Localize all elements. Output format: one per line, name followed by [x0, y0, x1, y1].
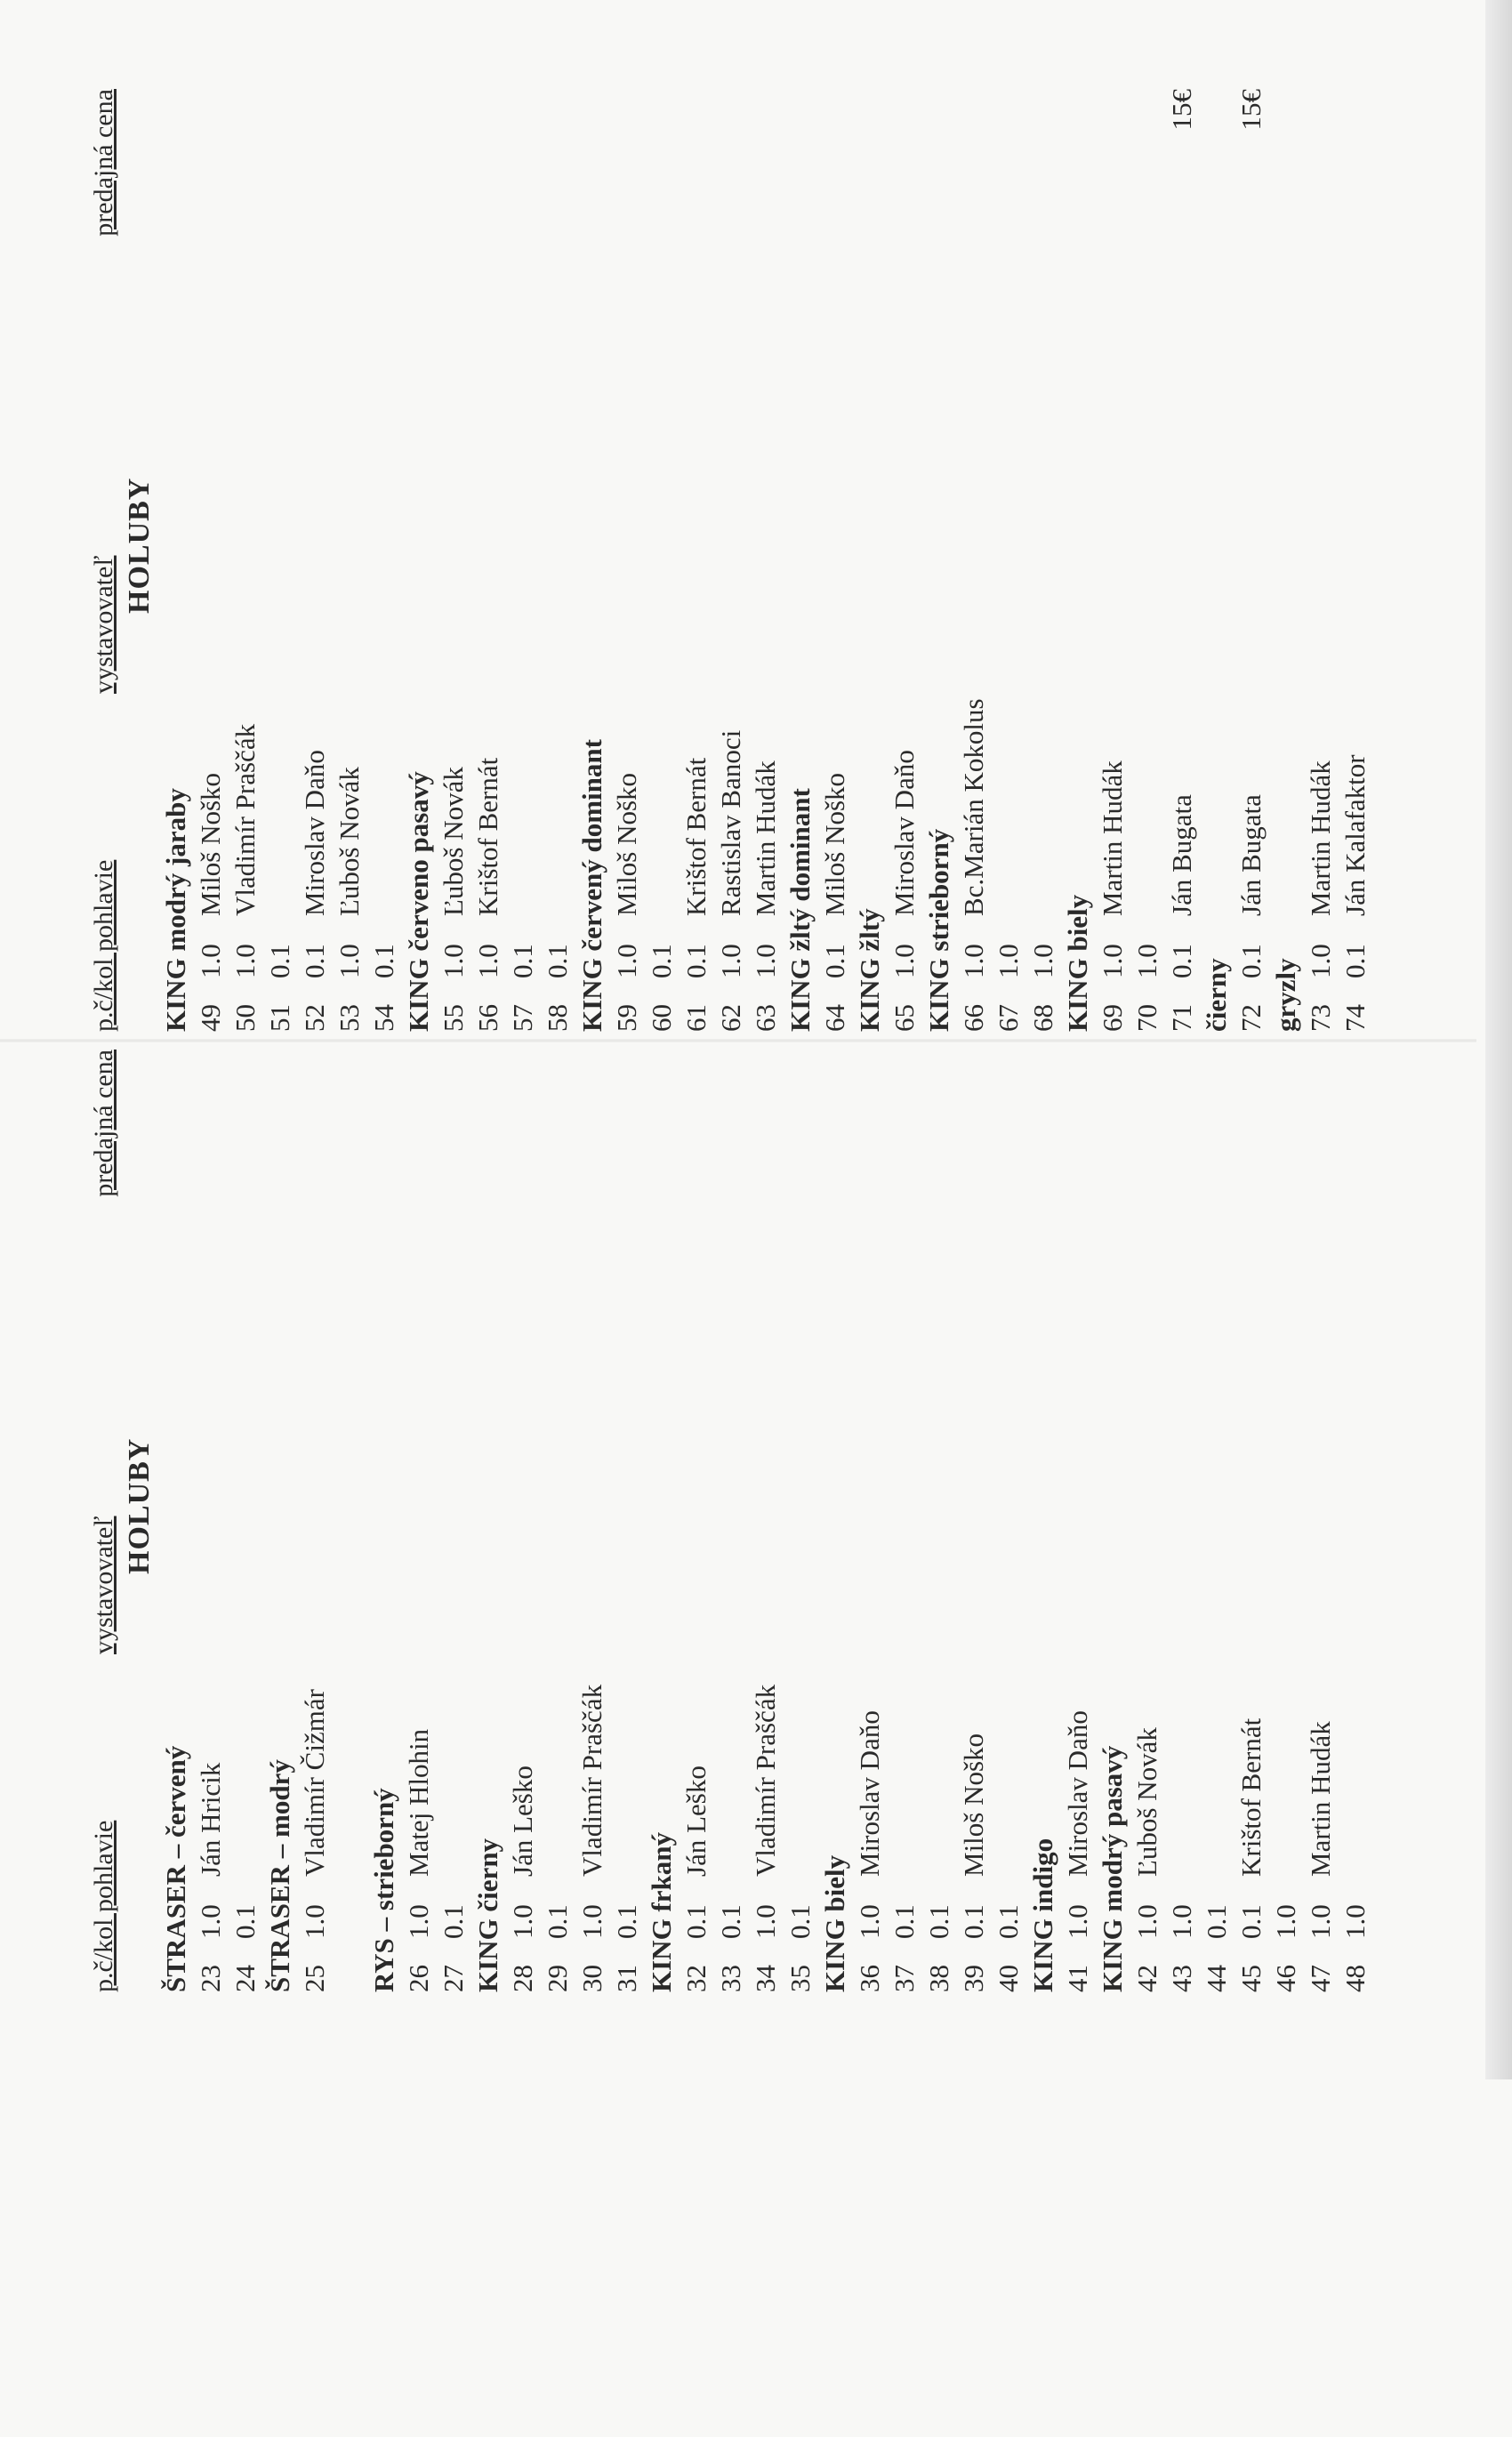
breed-group-title: KING indigo — [1027, 1838, 1058, 1992]
entry-sex: 0.1 — [715, 1904, 746, 1939]
header-exhibitor: vystavovateľ — [89, 1516, 118, 1654]
group-heading-row — [1095, 1050, 1130, 1992]
entry-sex: 1.0 — [889, 944, 920, 978]
header-exhibitor: vystavovateľ — [89, 555, 118, 694]
entry-sex: 0.1 — [611, 1904, 642, 1939]
entry-row — [852, 1050, 887, 1992]
header-number-sex: p.č/kol pohlavie — [89, 1820, 118, 1992]
entry-row — [401, 1050, 436, 1992]
entry-sex: 1.0 — [229, 944, 261, 978]
entry-exhibitor: Bc.Marián Kokolus — [958, 698, 989, 916]
entry-row — [609, 1050, 644, 1992]
entry-row — [1060, 1050, 1095, 1992]
entry-number: 60 — [646, 1004, 677, 1032]
entry-number: 49 — [195, 1004, 226, 1032]
breed-group-title: KING modrý jaraby — [160, 788, 191, 1032]
entry-row — [1164, 89, 1199, 1032]
entry-row — [887, 1050, 921, 1992]
entry-sex: 1.0 — [1062, 1904, 1093, 1939]
entry-row — [575, 1050, 609, 1992]
entry-row — [679, 89, 713, 1032]
entry-exhibitor: Martin Hudák — [1305, 760, 1336, 916]
breed-group-title: KING biely — [1062, 894, 1093, 1032]
entry-row — [1025, 89, 1060, 1032]
entry-number: 33 — [715, 1965, 746, 1992]
section-title: HOLUBY — [123, 477, 156, 614]
entry-row — [679, 1050, 713, 1992]
entry-row — [1303, 1050, 1338, 1992]
entry-sex: 0.1 — [993, 1904, 1024, 1939]
entry-exhibitor: Ľuboš Novák — [1131, 1727, 1162, 1877]
entry-number: 51 — [264, 1004, 295, 1032]
entry-price: 15€ — [1166, 89, 1197, 131]
entry-row — [817, 89, 852, 1032]
entry-number: 71 — [1166, 1004, 1197, 1032]
entry-row — [297, 1050, 332, 1992]
entry-number: 32 — [680, 1965, 712, 1992]
entry-number: 39 — [958, 1965, 989, 1992]
entry-sex: 1.0 — [576, 1904, 607, 1939]
entry-number: 55 — [438, 1004, 469, 1032]
entry-sex: 0.1 — [819, 944, 850, 978]
entry-number: 66 — [958, 1004, 989, 1032]
entry-row — [1338, 89, 1372, 1032]
entry-number: 58 — [542, 1004, 573, 1032]
entry-sex: 1.0 — [750, 1904, 781, 1939]
entry-number: 31 — [611, 1965, 642, 1992]
entry-number: 43 — [1166, 1965, 1197, 1992]
entry-sex: 1.0 — [195, 1904, 226, 1939]
entry-exhibitor: Martin Hudák — [1305, 1721, 1336, 1877]
entry-sex: 0.1 — [680, 1904, 712, 1939]
entry-row — [748, 1050, 783, 1992]
breed-group-title: RYS – strieborný — [368, 1788, 399, 1992]
entry-sex: 1.0 — [993, 944, 1024, 978]
entry-sex: 1.0 — [1305, 944, 1336, 978]
breed-group-title: KING červený dominant — [576, 739, 607, 1032]
entry-row — [783, 1050, 817, 1992]
entry-row — [193, 1050, 228, 1992]
entry-exhibitor: Vladimír Praščák — [750, 1684, 781, 1877]
entry-number: 28 — [507, 1965, 538, 1992]
entry-exhibitor: Miroslav Daňo — [854, 1710, 885, 1877]
entry-sex: 1.0 — [1305, 1904, 1336, 1939]
entry-row — [713, 89, 748, 1032]
group-heading-row — [470, 1050, 505, 1992]
entry-sex: 1.0 — [1131, 1904, 1162, 1939]
entry-sex: 1.0 — [1097, 944, 1128, 978]
breed-group-title: KING čierny — [472, 1838, 503, 1992]
entry-sex: 1.0 — [403, 1904, 434, 1939]
entry-sex: 1.0 — [195, 944, 226, 978]
entry-number: 44 — [1201, 1965, 1232, 1992]
entry-sex: 0.1 — [542, 1904, 573, 1939]
entry-sex: 1.0 — [507, 1904, 538, 1939]
group-heading-row — [401, 89, 436, 1032]
group-heading-row — [921, 89, 956, 1032]
entry-exhibitor: Ján Kalafaktor — [1339, 754, 1371, 916]
breed-group-title: KING frkaný — [646, 1832, 677, 1992]
entry-exhibitor: Martin Hudák — [750, 760, 781, 916]
scan-edge-shadow — [1485, 0, 1512, 2079]
entry-exhibitor: Ľuboš Novák — [334, 767, 365, 916]
entry-sex: 1.0 — [334, 944, 365, 978]
group-heading-row — [366, 1050, 401, 1992]
entry-number: 67 — [993, 1004, 1024, 1032]
entry-row — [228, 89, 262, 1032]
entry-number: 46 — [1270, 1965, 1301, 1992]
breed-group-title: KING modrý pasavý — [1097, 1745, 1128, 1992]
entry-list — [158, 1050, 1372, 1992]
header-number-sex: p.č/kol pohlavie — [89, 859, 118, 1032]
entry-sex: 0.1 — [542, 944, 573, 978]
entry-exhibitor: Ján Bugata — [1166, 794, 1197, 916]
entry-sex: 1.0 — [1339, 1904, 1371, 1939]
entry-row — [991, 1050, 1025, 1992]
entry-number: 56 — [472, 1004, 503, 1032]
breed-group-title: KING žltý — [854, 908, 885, 1032]
entry-number: 38 — [923, 1965, 954, 1992]
entry-exhibitor: Miroslav Daňo — [299, 750, 330, 916]
entry-sex: 1.0 — [1270, 1904, 1301, 1939]
entry-sex: 0.1 — [264, 944, 295, 978]
entry-number: 50 — [229, 1004, 261, 1032]
entry-row — [193, 89, 228, 1032]
entry-row — [991, 89, 1025, 1032]
entry-row — [436, 89, 470, 1032]
entry-row — [609, 89, 644, 1032]
group-heading-row — [575, 89, 609, 1032]
entry-row — [921, 1050, 956, 1992]
entry-exhibitor: Vladimír Praščák — [576, 1684, 607, 1877]
breed-group-title: gryzly — [1270, 958, 1301, 1032]
group-heading-row — [1025, 1050, 1060, 1992]
left-page-rotated — [89, 1050, 1476, 1992]
entry-number: 45 — [1235, 1965, 1267, 1992]
entry-sex: 1.0 — [299, 1904, 330, 1939]
entry-number: 37 — [889, 1965, 920, 1992]
entry-number: 62 — [715, 1004, 746, 1032]
entry-exhibitor: Ľuboš Novák — [438, 767, 469, 916]
entry-row — [332, 89, 366, 1032]
entry-number: 26 — [403, 1965, 434, 1992]
left-page — [89, 1050, 1371, 2437]
group-heading-row — [262, 1050, 297, 1992]
breed-group-title: KING červeno pasavý — [403, 771, 434, 1032]
group-heading-row — [644, 1050, 679, 1992]
entry-number: 48 — [1339, 1965, 1371, 1992]
entry-sex: 0.1 — [784, 1904, 816, 1939]
entry-sex: 0.1 — [368, 944, 399, 978]
entry-number: 23 — [195, 1965, 226, 1992]
entry-sex: 1.0 — [715, 944, 746, 978]
entry-list — [158, 89, 1372, 1032]
entry-sex: 1.0 — [472, 944, 503, 978]
entry-number: 59 — [611, 1004, 642, 1032]
breed-group-title: KING strieborný — [923, 828, 954, 1032]
entry-exhibitor: Rastislav Banoci — [715, 729, 746, 916]
entry-exhibitor: Ján Leško — [507, 1765, 538, 1877]
entry-row — [1338, 1050, 1372, 1992]
entry-exhibitor: Krištof Bernát — [680, 757, 712, 916]
right-page-rotated — [89, 89, 1476, 1032]
entry-number: 25 — [299, 1965, 330, 1992]
entry-sex: 0.1 — [229, 1904, 261, 1939]
entry-number: 34 — [750, 1965, 781, 1992]
entry-number: 36 — [854, 1965, 885, 1992]
entry-row — [262, 89, 297, 1032]
group-heading-row — [852, 89, 887, 1032]
entry-exhibitor: Miloš Noško — [819, 772, 850, 916]
entry-row — [1130, 89, 1164, 1032]
entry-exhibitor: Miloš Noško — [195, 772, 226, 916]
entry-row — [1095, 89, 1130, 1032]
entry-sex: 0.1 — [1201, 1904, 1232, 1939]
entry-row — [1303, 89, 1338, 1032]
entry-row — [1234, 89, 1268, 1032]
breed-group-title: KING biely — [819, 1854, 850, 1992]
column-headers — [89, 1050, 125, 1992]
entry-sex: 0.1 — [299, 944, 330, 978]
group-heading-row — [158, 89, 193, 1032]
entry-number: 68 — [1027, 1004, 1058, 1032]
group-heading-row — [332, 1050, 366, 1992]
entry-sex: 0.1 — [1166, 944, 1197, 978]
breed-group-title: KING žltý dominant — [784, 788, 816, 1032]
group-heading-row — [817, 1050, 852, 1992]
entry-number: 61 — [680, 1004, 712, 1032]
group-heading-row — [158, 1050, 193, 1992]
entry-sex: 1.0 — [1131, 944, 1162, 978]
entry-sex: 1.0 — [750, 944, 781, 978]
entry-sex: 0.1 — [889, 1904, 920, 1939]
entry-sex: 0.1 — [958, 1904, 989, 1939]
entry-sex: 1.0 — [438, 944, 469, 978]
entry-row — [540, 1050, 575, 1992]
entry-row — [713, 1050, 748, 1992]
entry-exhibitor: Miroslav Daňo — [889, 750, 920, 916]
entry-sex: 0.1 — [1235, 1904, 1267, 1939]
entry-price: 15€ — [1235, 89, 1267, 131]
entry-number: 72 — [1235, 1004, 1267, 1032]
entry-row — [956, 1050, 991, 1992]
entry-row — [956, 89, 991, 1032]
entry-row — [366, 89, 401, 1032]
entry-number: 65 — [889, 1004, 920, 1032]
entry-row — [436, 1050, 470, 1992]
entry-sex: 0.1 — [646, 944, 677, 978]
entry-row — [644, 89, 679, 1032]
entry-row — [1130, 1050, 1164, 1992]
section-title: HOLUBY — [123, 1437, 156, 1574]
entry-row — [748, 89, 783, 1032]
entry-number: 24 — [229, 1965, 261, 1992]
entry-sex: 0.1 — [438, 1904, 469, 1939]
entry-number: 74 — [1339, 1004, 1371, 1032]
entry-exhibitor: Ján Leško — [680, 1765, 712, 1877]
breed-group-title: ŠTRASER – modrý — [264, 1759, 295, 1992]
entry-exhibitor: Miloš Noško — [958, 1733, 989, 1877]
entry-row — [505, 89, 540, 1032]
entry-row — [470, 89, 505, 1032]
entry-number: 35 — [784, 1965, 816, 1992]
entry-sex: 1.0 — [611, 944, 642, 978]
entry-number: 54 — [368, 1004, 399, 1032]
entry-number: 40 — [993, 1965, 1024, 1992]
entry-sex: 1.0 — [1027, 944, 1058, 978]
group-heading-row — [1199, 89, 1234, 1032]
entry-row — [1199, 1050, 1234, 1992]
entry-exhibitor: Miroslav Daňo — [1062, 1710, 1093, 1877]
entry-row — [1164, 1050, 1199, 1992]
entry-sex: 0.1 — [680, 944, 712, 978]
entry-number: 30 — [576, 1965, 607, 1992]
entry-sex: 0.1 — [1235, 944, 1267, 978]
group-heading-row — [1060, 89, 1095, 1032]
entry-exhibitor: Krištof Bernát — [1235, 1717, 1267, 1877]
entry-exhibitor: Miloš Noško — [611, 772, 642, 916]
group-heading-row — [1268, 89, 1303, 1032]
entry-exhibitor: Vladimír Praščák — [229, 723, 261, 916]
entry-exhibitor: Krištof Bernát — [472, 757, 503, 916]
entry-exhibitor: Vladimír Čižmár — [299, 1689, 330, 1877]
entry-sex: 1.0 — [854, 1904, 885, 1939]
entry-number: 29 — [542, 1965, 573, 1992]
entry-sex: 1.0 — [958, 944, 989, 978]
breed-group-title: ŠTRASER – červený — [160, 1745, 191, 1992]
entry-number: 27 — [438, 1965, 469, 1992]
entry-sex: 0.1 — [507, 944, 538, 978]
entry-number: 73 — [1305, 1004, 1336, 1032]
entry-number: 42 — [1131, 1965, 1162, 1992]
entry-row — [887, 89, 921, 1032]
entry-number: 53 — [334, 1004, 365, 1032]
header-price: predajná cena — [89, 89, 118, 237]
breed-group-title: čierny — [1201, 958, 1232, 1032]
header-price: predajná cena — [89, 1050, 118, 1197]
entry-number: 41 — [1062, 1965, 1093, 1992]
entry-row — [297, 89, 332, 1032]
entry-number: 70 — [1131, 1004, 1162, 1032]
entry-number: 57 — [507, 1004, 538, 1032]
entry-sex: 0.1 — [1339, 944, 1371, 978]
entry-row — [228, 1050, 262, 1992]
entry-number: 47 — [1305, 1965, 1336, 1992]
entry-number: 69 — [1097, 1004, 1128, 1032]
entry-exhibitor: Ján Hricik — [195, 1762, 226, 1877]
entry-number: 64 — [819, 1004, 850, 1032]
entry-sex: 0.1 — [923, 1904, 954, 1939]
entry-number: 63 — [750, 1004, 781, 1032]
entry-row — [1268, 1050, 1303, 1992]
column-headers — [89, 89, 125, 1032]
entry-exhibitor: Martin Hudák — [1097, 760, 1128, 916]
entry-exhibitor: Matej Hlohin — [403, 1728, 434, 1877]
entry-number: 52 — [299, 1004, 330, 1032]
entry-sex: 1.0 — [1166, 1904, 1197, 1939]
entry-row — [505, 1050, 540, 1992]
entry-row — [1234, 1050, 1268, 1992]
group-heading-row — [783, 89, 817, 1032]
entry-exhibitor: Ján Bugata — [1235, 794, 1267, 916]
entry-row — [540, 89, 575, 1032]
